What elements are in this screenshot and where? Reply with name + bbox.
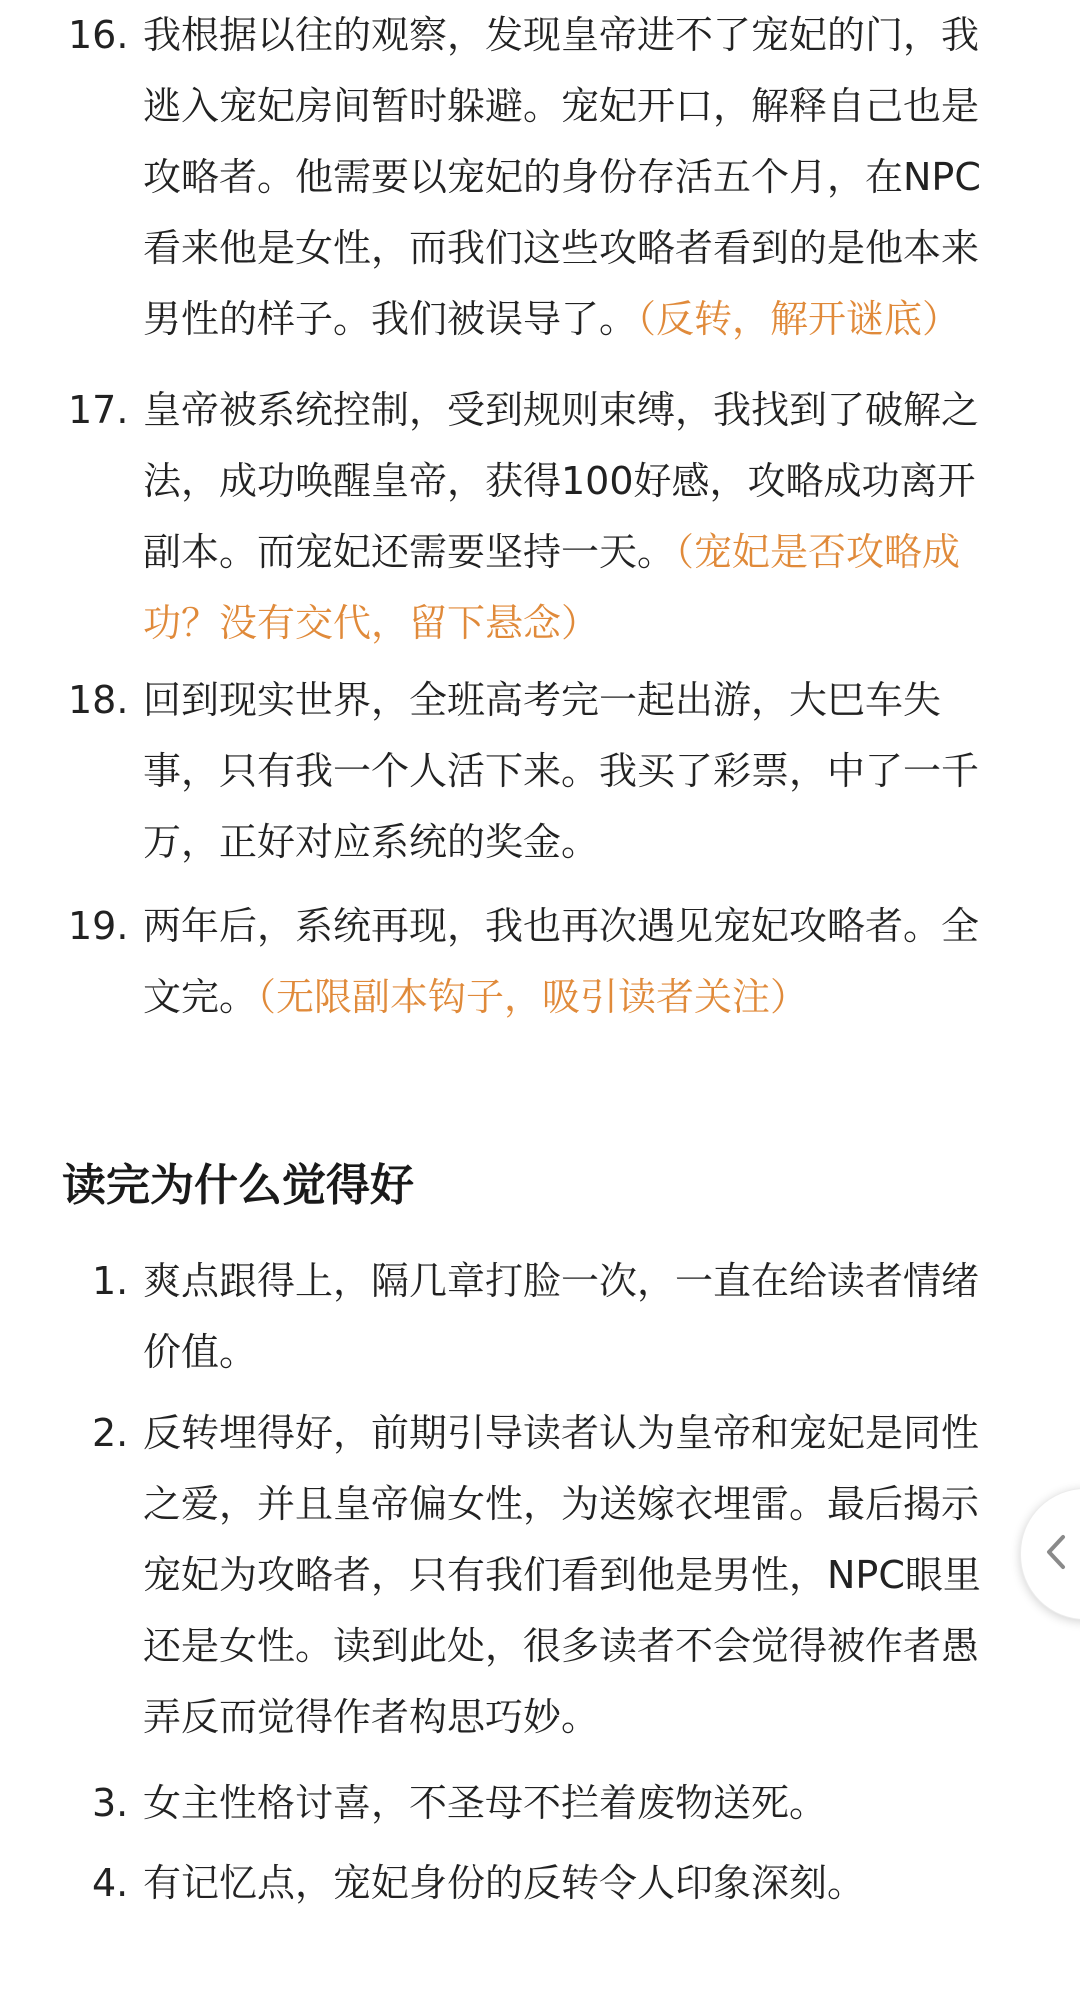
list-item-number: 2. bbox=[92, 1411, 129, 1455]
list-item-number: 18. bbox=[68, 678, 129, 722]
section-heading: 读完为什么觉得好 bbox=[62, 1160, 414, 1211]
list-item-annotation: （宠妃是否攻略成功？没有交代，留下悬念） bbox=[143, 530, 961, 645]
list-item-number: 4. bbox=[92, 1861, 129, 1905]
list-item-text bbox=[143, 375, 1013, 659]
list-item-body: 我根据以往的观察，发现皇帝进不了宠妃的门，我逃入宠妃房间暂时躲避。宠妃开口，解释自己也是攻略者。他需要以宠妃的身份存活五个月，在NPC看来他是女性，而我们这些攻略者看到的是他本来男性的样子。我们被误导了。 bbox=[143, 13, 981, 341]
chevron-left-icon bbox=[1043, 1532, 1069, 1572]
list-item-text: 反转埋得好，前期引导读者认为皇帝和宠妃是同性之爱，并且皇帝偏女性，为送嫁衣埋雷。最后揭示宠妃为攻略者，只有我们看到他是男性，NPC眼里还是女性。读到此处，很多读者不会觉得被作者愚弄反而觉得作者构思巧妙。 bbox=[143, 1411, 981, 1739]
list-item-number: 16. bbox=[68, 13, 129, 57]
list-item-body: 两年后，系统再现，我也再次遇见宠妃攻略者。全文完。 bbox=[143, 904, 980, 1019]
list-item-text: 有记忆点，宠妃身份的反转令人印象深刻。 bbox=[143, 1861, 866, 1905]
list-item-annotation: （无限副本钩子，吸引读者关注） bbox=[257, 975, 809, 1019]
list-item-number: 3. bbox=[92, 1781, 129, 1825]
side-drawer-toggle-button[interactable] bbox=[1020, 1488, 1080, 1620]
list-item-annotation: （反转，解开谜底） bbox=[637, 297, 961, 341]
list-item-text: 爽点跟得上，隔几章打脸一次，一直在给读者情绪价值。 bbox=[143, 1259, 980, 1374]
list-item-body: 回到现实世界，全班高考完一起出游，大巴车失事，只有我一个人活下来。我买了彩票，中了一千万，正好对应系统的奖金。 bbox=[143, 678, 980, 864]
list-item-number: 19. bbox=[68, 904, 129, 948]
list-item-text: 女主性格讨喜，不圣母不拦着废物送死。 bbox=[143, 1781, 828, 1825]
list-item-body: 皇帝被系统控制，受到规则束缚，我找到了破解之法，成功唤醒皇帝，获得100好感，攻略成功离开副本。而宠妃还需要坚持一天。 bbox=[143, 388, 980, 574]
list-item-number: 1. bbox=[92, 1259, 129, 1303]
list-item-text bbox=[143, 891, 1013, 1033]
list-item-text bbox=[143, 0, 1013, 355]
list-item-text bbox=[143, 665, 1013, 878]
list-item-number: 17. bbox=[68, 388, 129, 432]
